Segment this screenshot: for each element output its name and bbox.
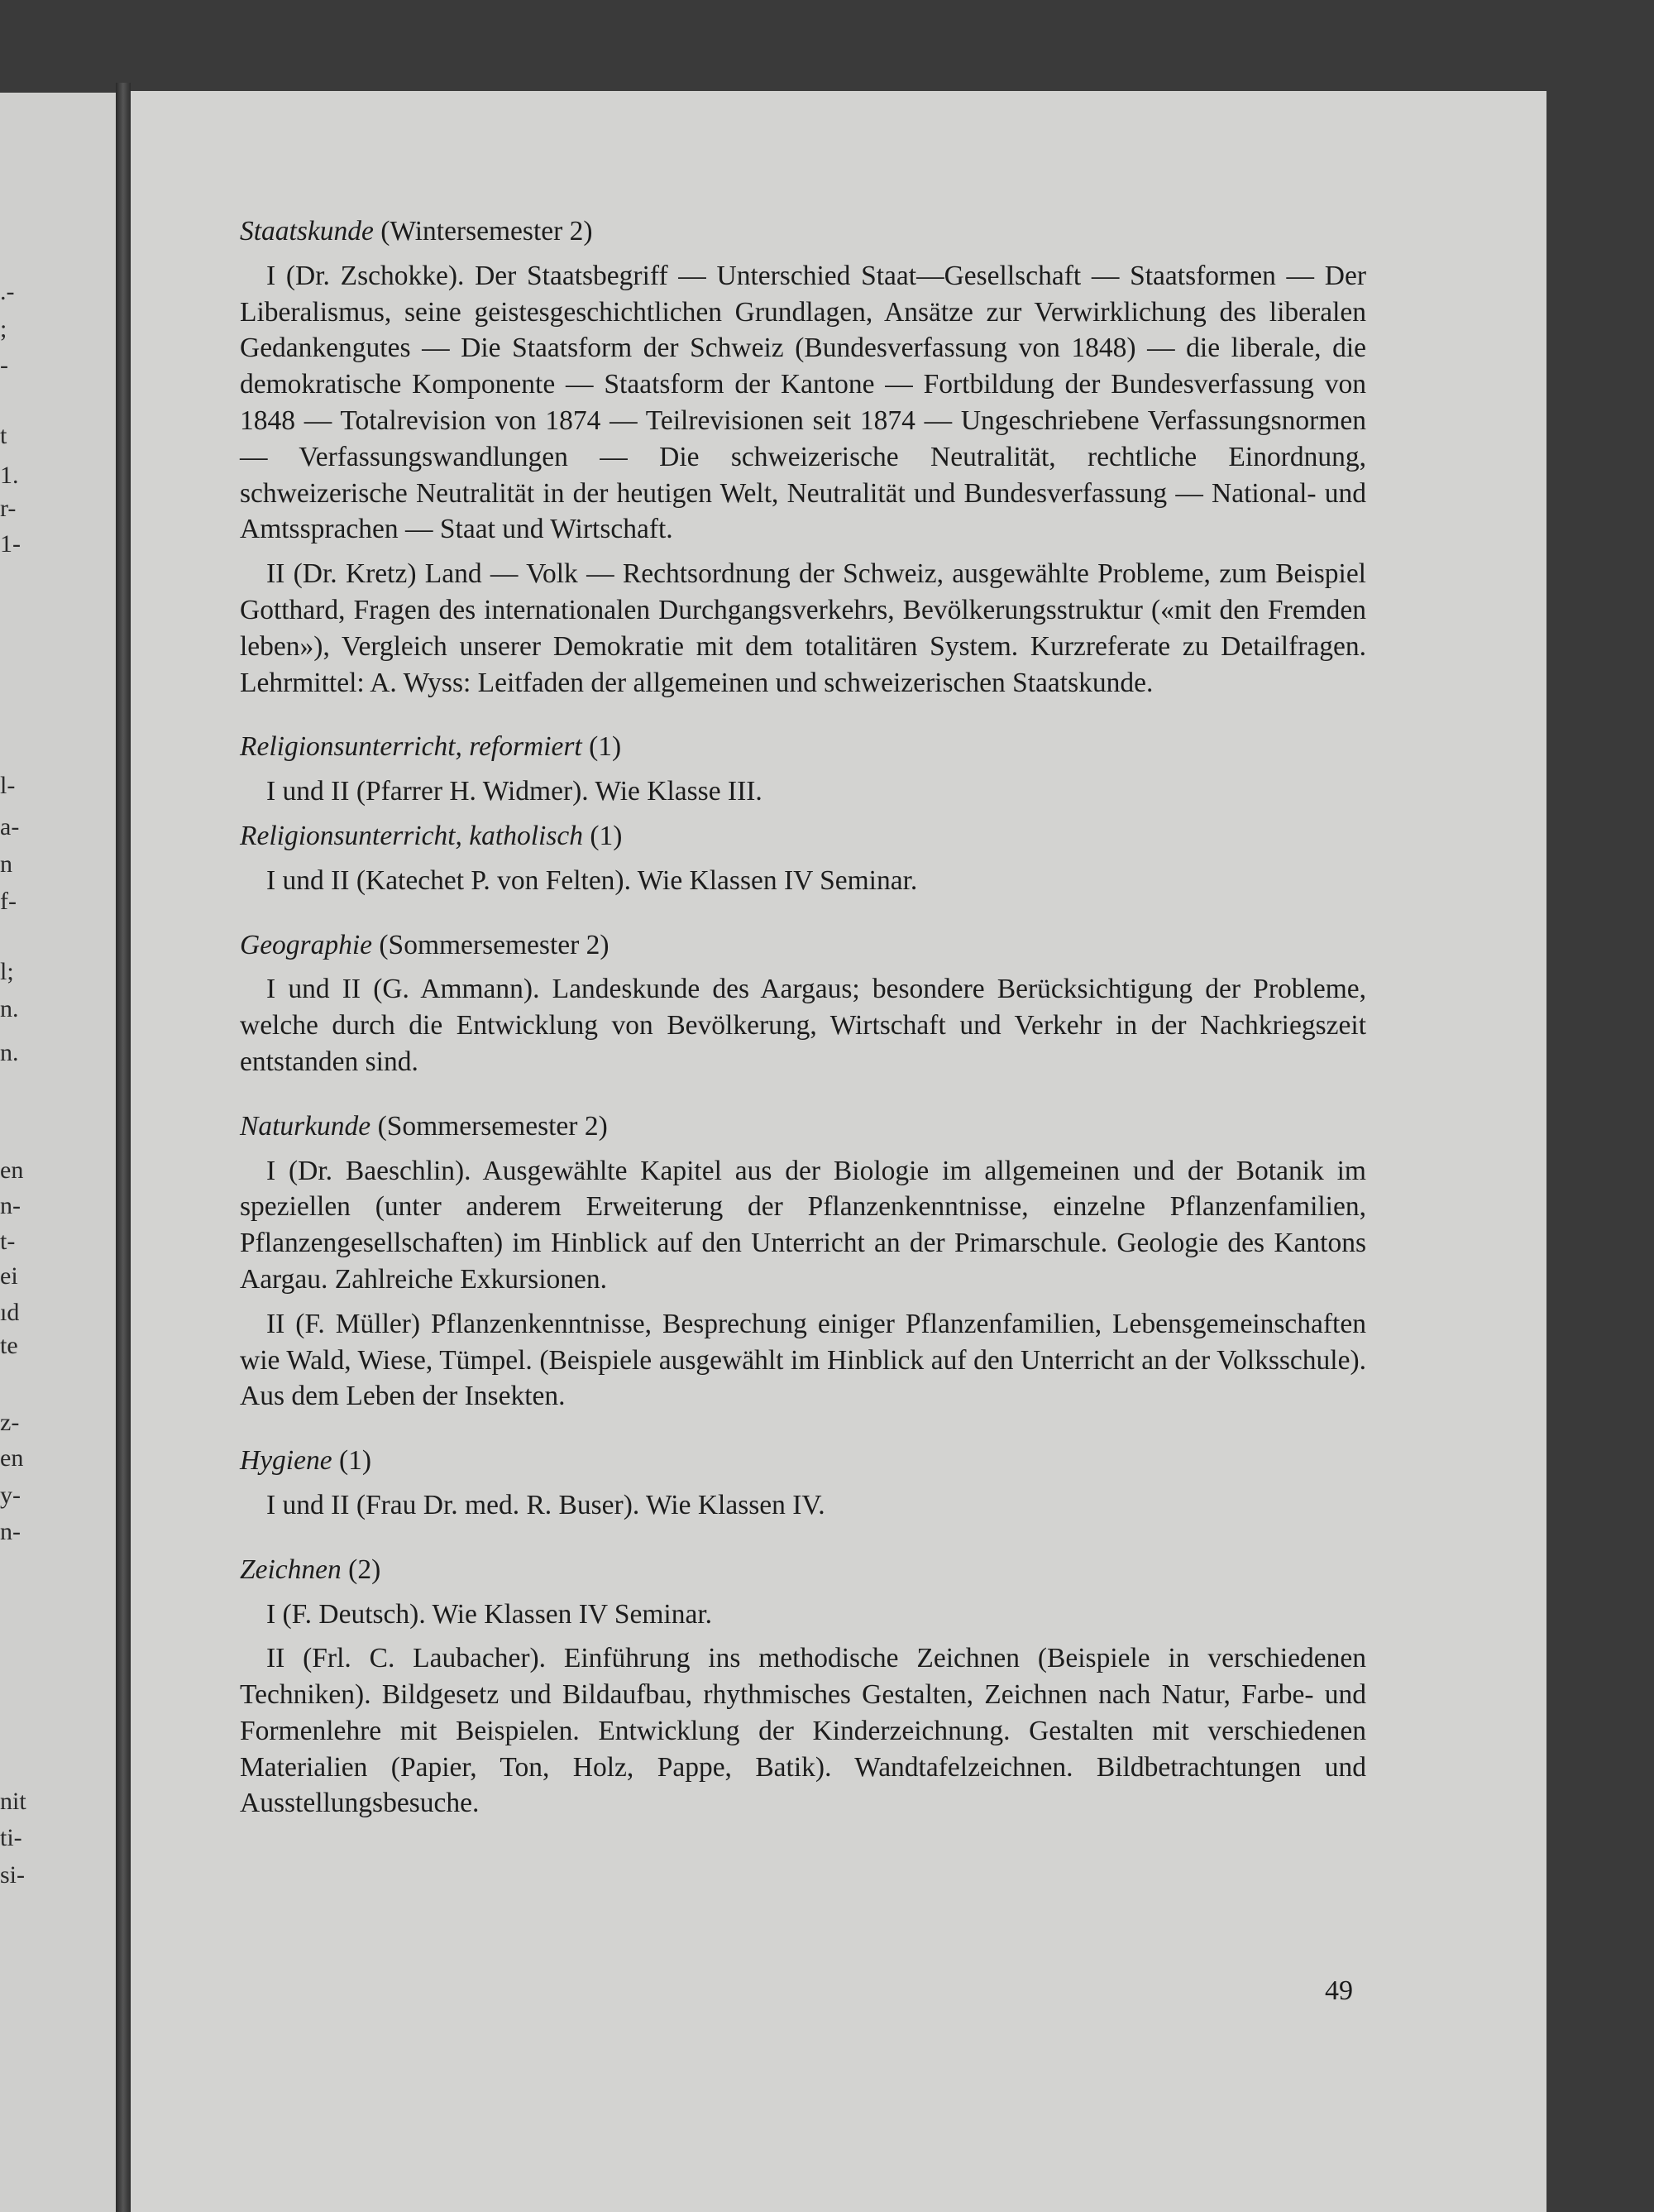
section-heading — [240, 1443, 1366, 1479]
paragraph: I und II (G. Ammann). Landeskunde des Aargaus; besondere Berücksichtigung der Probleme, welche durch die Entwicklung von Bevölkerung, Wirtschaft und Verkehr in der Nachkriegszeit entstanden sind. — [240, 974, 1366, 1077]
paragraph: II (F. Müller) Pflanzenkenntnisse, Besprechung einiger Pflanzenfamilien, Lebensgemeinschaften wie Wald, Wiese, Tümpel. (Beispiele ausgewählt im Hinblick auf den Unterricht an der Volksschule). Aus dem Leben der Insekten. — [240, 1308, 1366, 1412]
left-fragment: 1- — [0, 530, 21, 558]
section-suffix: (1) — [338, 1445, 372, 1477]
left-fragment: t- — [0, 1228, 16, 1255]
left-fragment: r- — [0, 495, 17, 522]
left-fragment: y- — [0, 1482, 21, 1509]
paragraph: I (Dr. Baeschlin). Ausgewählte Kapitel aus der Biologie im allgemeinen und der Botanik im speziellen (unter anderem Erweiterung der Pflanzenkenntnisse, einzelne Pflanzenfamilien, Pflanzengesellschaften) im Hinblick auf den Unterricht an der Primarschule. Geologie des Kantons Aargau. Zahlreiche Exkursionen. — [240, 1155, 1366, 1295]
section-heading — [240, 1108, 1366, 1145]
paragraph: I (F. Deutsch). Wie Klassen IV Seminar. — [266, 1598, 713, 1630]
paragraph: I und II (Frau Dr. med. R. Buser). Wie Klassen IV. — [266, 1489, 825, 1520]
section-suffix: (Sommersemester 2) — [377, 1110, 608, 1142]
left-fragment: - — [0, 352, 8, 379]
section-suffix: (2) — [348, 1554, 381, 1585]
left-fragment: l- — [0, 772, 16, 799]
book-spine — [116, 83, 131, 2212]
left-fragment: .- — [0, 278, 15, 305]
section-title: Naturkunde — [240, 1110, 371, 1142]
section-heading — [240, 1552, 1366, 1588]
section-title: Staatskunde — [240, 216, 374, 247]
section-heading — [240, 818, 1366, 855]
left-fragment: ; — [0, 315, 7, 342]
paragraph: I und II (Pfarrer H. Widmer). Wie Klasse III. — [266, 776, 762, 807]
left-fragment: ıd — [0, 1299, 20, 1326]
section-title: Religionsunterricht, reformiert — [240, 731, 582, 763]
left-fragment: 1. — [0, 462, 19, 489]
section-suffix: (Wintersemester 2) — [380, 216, 593, 247]
left-fragment: n — [0, 850, 12, 878]
left-fragment: n- — [0, 1192, 21, 1219]
section-title: Zeichnen — [240, 1554, 342, 1585]
left-fragment: z- — [0, 1409, 20, 1436]
section-suffix: (Sommersemester 2) — [379, 929, 609, 960]
section-suffix: (1) — [590, 820, 623, 851]
left-fragment: ei — [0, 1262, 18, 1290]
left-fragment: f- — [0, 888, 17, 915]
paragraph: II (Frl. C. Laubacher). Einführung ins methodische Zeichnen (Beispiele in verschiedenen Techniken). Bildgesetz und Bildaufbau, rhythmisches Gestalten, Zeichnen nach Natur, Farbe- und Formenlehre mit Beispielen. Entwicklung der Kinderzeichnung. Gestalten mit verschiedenen Materialien (Papier, Ton, Holz, Pappe, Batik). Wandtafelzeichnen. Bildbetrachtungen und Ausstellungsbesuche. — [240, 1643, 1366, 1819]
section-heading — [240, 213, 1366, 250]
left-fragment: te — [0, 1332, 18, 1359]
left-fragment: en — [0, 1156, 24, 1184]
paragraph: II (Dr. Kretz) Land — Volk — Rechtsordnung der Schweiz, ausgewählte Probleme, zum Beispiel Gotthard, Fragen des internationalen Durchgangsverkehrs, Bevölkerungsstruktur («mit den Fremden leben»), Vergleich unserer Demokratie mit dem totalitären System. Kurzreferate zu Detailfragen. Lehrmittel: A. Wyss: Leitfaden der allgemeinen und schweizerischen Staatskunde. — [240, 558, 1366, 698]
section-title: Religionsunterricht, katholisch — [240, 820, 583, 851]
left-fragment: nit — [0, 1788, 26, 1815]
paragraph: I (Dr. Zschokke). Der Staatsbegriff — Unterschied Staat—Gesellschaft — Staatsformen — Der Liberalismus, seine geistesgeschichtlichen Grundlagen, Ansätze zur Verwirklichung des liberalen Gedankengutes — Die Staatsform der Schweiz (Bundesverfassung von 1848) — die liberale, die demokratische Komponente — Staatsform der Kantone — Fortbildung der Bundesverfassung von 1848 — Totalrevision von 1874 — Teilrevisionen seit 1874 — Ungeschriebene Verfassungsnormen — Verfassungswandlungen — Die schweizerische Neutralität, rechtliche Einordnung, schweizerische Neutralität in der heutigen Welt, Neutralität und Bundesverfassung — National- und Amtssprachen — Staat und Wirtschaft. — [240, 260, 1366, 545]
left-fragment: n- — [0, 1518, 21, 1545]
section-heading — [240, 729, 1366, 765]
left-fragment: n. — [0, 1039, 19, 1066]
section-title: Hygiene — [240, 1445, 332, 1477]
left-fragment: si- — [0, 1861, 25, 1889]
page-number: 49 — [1325, 1975, 1353, 2006]
section-suffix: (1) — [589, 731, 622, 763]
paragraph: I und II (Katechet P. von Felten). Wie Klassen IV Seminar. — [266, 864, 918, 896]
left-fragment: t — [0, 422, 7, 449]
left-fragment: a- — [0, 813, 20, 840]
section-title: Geographie — [240, 929, 373, 960]
left-fragment: en — [0, 1444, 24, 1472]
left-page-edge — [0, 93, 116, 2212]
section-heading — [240, 927, 1366, 964]
left-fragment: n. — [0, 995, 19, 1022]
page-content — [240, 213, 1366, 1822]
left-fragment: ti- — [0, 1824, 22, 1851]
left-fragment: l; — [0, 958, 14, 985]
